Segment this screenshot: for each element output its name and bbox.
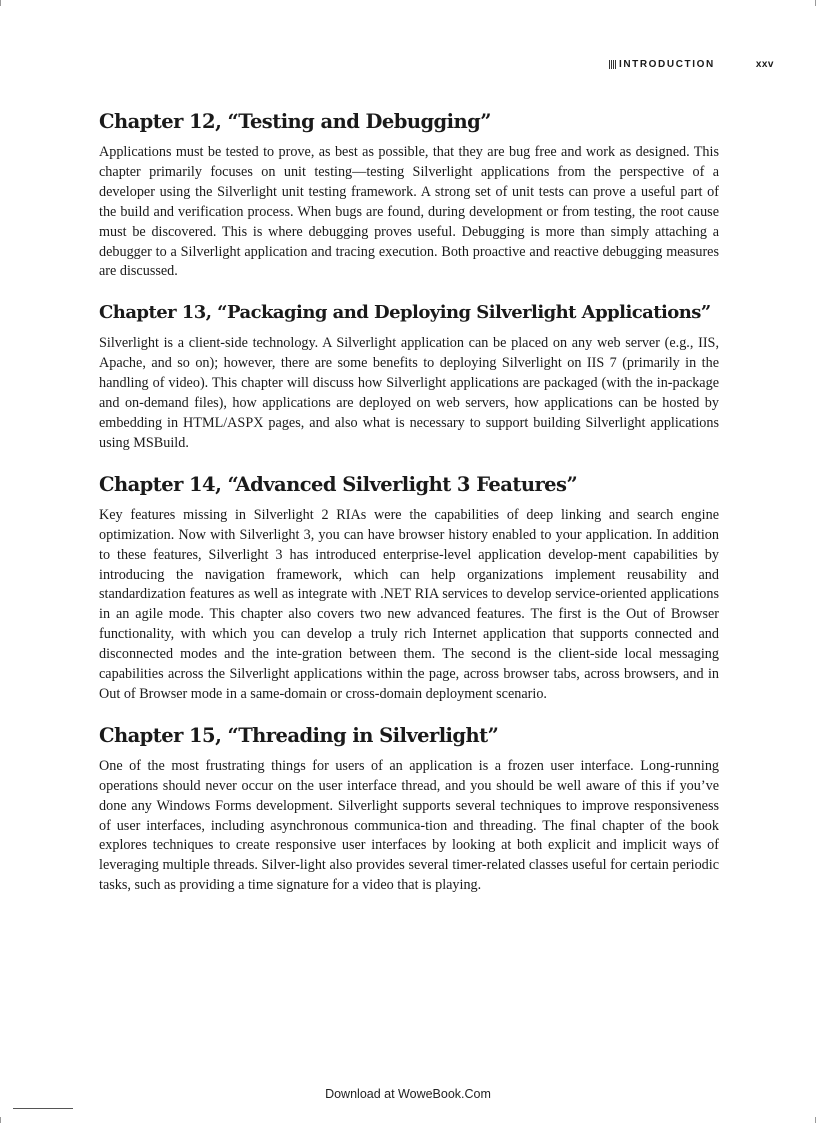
chapter-paragraph: Key features missing in Silverlight 2 RIAs were the capabilities of deep linking and search engine optimization. Now with Silverlight 3, you can have browser history enabled to your application. In addition to these features, Silverlight 3 has introduced enterprise-level application develop-ment capabilities by introducing the navigation framework, which can help organizations implement reusability and standardization features as well as integrate with .NET RIA services to develop service-oriented applications in an agile mode. This chapter also covers two new advanced features. The first is the Out of Browser functionality, with which you can develop a truly rich Internet application that supports connected and disconnected modes and the inte-gration between them. The second is the client-side local messaging capabilities across the Silverlight applications within the page, across browser tabs, across browsers, and in Out of Browser mode in a same-domain or cross-domain deployment scenario. (99, 506, 719, 702)
chapter-paragraph: One of the most frustrating things for users of an application is a frozen user interface. Long-running operations should never occur on the user interface thread, and you should be well aware of this if you’ve done any Windows Forms development. Silverlight supports several techniques to improve responsiveness of user interfaces, including asynchronous communica-tion and threading. The final chapter of the book explores techniques to create responsive user interfaces by looking at both explicit and implicit ways of leveraging multiple threads. Silver-light also provides several timer-related classes useful for certain periodic tasks, such as providing a time signature for a video that is playing. (99, 757, 719, 894)
chapter-heading: Chapter 15, “Threading in Silverlight” (99, 723, 499, 747)
running-title: INTRODUCTION (618, 58, 715, 70)
chapter-14-section (99, 473, 719, 705)
page-content (99, 110, 719, 915)
running-header (609, 57, 774, 71)
page-number: xxv (755, 58, 774, 70)
chapter-heading: Chapter 13, “Packaging and Deploying Silverlight Applications” (99, 302, 711, 324)
crop-mark (0, 1117, 1, 1123)
footer-rule (13, 1108, 73, 1109)
chapter-15-section (99, 724, 719, 896)
chapter-13-section (99, 301, 719, 453)
section-marker-icon (609, 60, 616, 69)
chapter-paragraph: Applications must be tested to prove, as best as possible, that they are bug free and work as designed. This chapter primarily focuses on unit testing—testing Silverlight applications from the perspective of a developer using the Silverlight unit testing framework. A strong set of unit tests can prove a useful part of the build and verification process. When bugs are found, during development or from testing, the root cause must be discovered. This is where debugging proves useful. Debugging is more than simply attaching a debugger to a Silverlight application and tracing execution. Both proactive and reactive debugging measures are discussed. (99, 144, 719, 280)
footer-watermark: Download at WoweBook.Com (325, 1087, 491, 1101)
crop-mark (0, 0, 1, 6)
chapter-heading: Chapter 14, “Advanced Silverlight 3 Features” (99, 472, 578, 496)
chapter-12-section (99, 110, 719, 282)
chapter-paragraph: Silverlight is a client-side technology. A Silverlight application can be placed on any web server (e.g., IIS, Apache, and so on); however, there are some benefits to deploying Silverlight on IIS 7 (primarily in the handling of video). This chapter will discuss how Silverlight applications are packaged (with the in-package and on-demand files), how applications are deployed on web servers, how applications can be hosted by embedding in HTML/ASPX pages, and also what is necessary to support building Silverlight applications using MSBuild. (99, 335, 719, 451)
chapter-heading: Chapter 12, “Testing and Debugging” (99, 110, 491, 133)
